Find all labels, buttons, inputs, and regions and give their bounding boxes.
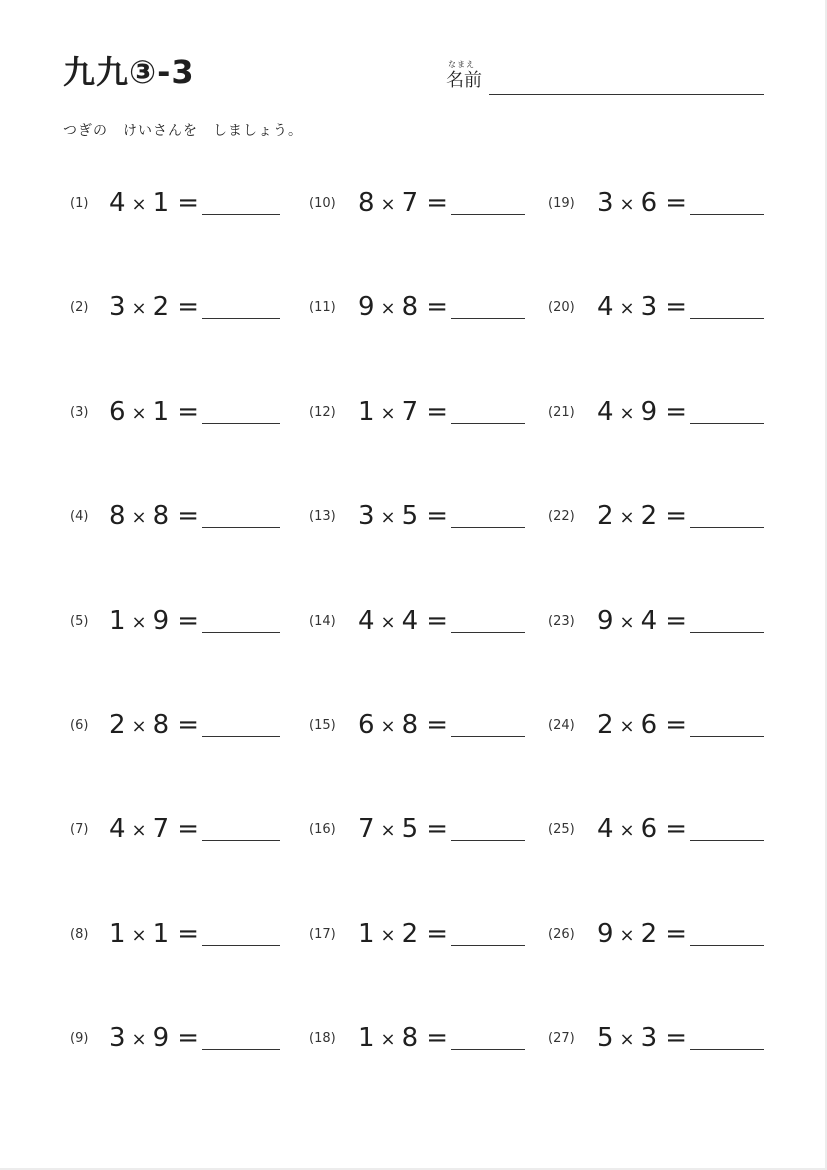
- problem-item: [548, 915, 764, 955]
- problem-number: (5): [70, 614, 89, 629]
- operand-a: 9: [597, 606, 614, 636]
- operand-b: 4: [640, 606, 658, 636]
- answer-blank[interactable]: [202, 423, 280, 424]
- operand-b: 1: [152, 919, 170, 949]
- problem-number: (15): [309, 718, 336, 733]
- operand-a: 1: [109, 606, 126, 636]
- equation: [597, 606, 687, 639]
- operand-a: 3: [109, 1023, 126, 1053]
- problem-item: [70, 1019, 280, 1059]
- problem-item: [309, 915, 525, 955]
- answer-blank[interactable]: [451, 214, 525, 215]
- problem-number: (7): [70, 822, 89, 837]
- equals-sign: =: [426, 1023, 448, 1053]
- problem-number: (20): [548, 300, 575, 315]
- operand-b: 9: [152, 1023, 170, 1053]
- answer-blank[interactable]: [202, 527, 280, 528]
- operand-b: 9: [152, 606, 170, 636]
- operand-b: 2: [401, 919, 419, 949]
- problem-item: [548, 288, 764, 328]
- problem-number: (24): [548, 718, 575, 733]
- equals-sign: =: [177, 397, 199, 427]
- equation: [597, 710, 687, 743]
- problem-item: [309, 602, 525, 642]
- operand-b: 2: [152, 292, 170, 322]
- problem-item: [309, 706, 525, 746]
- times-sign: ×: [131, 612, 147, 633]
- operand-a: 7: [358, 814, 375, 844]
- times-sign: ×: [619, 194, 635, 215]
- times-sign: ×: [619, 925, 635, 946]
- answer-blank[interactable]: [451, 840, 525, 841]
- problem-number: (14): [309, 614, 336, 629]
- answer-blank[interactable]: [690, 318, 764, 319]
- equation: [109, 397, 199, 430]
- equation: [597, 501, 687, 534]
- answer-blank[interactable]: [451, 1049, 525, 1050]
- operand-b: 5: [401, 814, 419, 844]
- operand-b: 2: [640, 501, 658, 531]
- answer-blank[interactable]: [690, 632, 764, 633]
- operand-b: 8: [152, 710, 170, 740]
- times-sign: ×: [619, 298, 635, 319]
- operand-a: 2: [109, 710, 126, 740]
- problem-number: (4): [70, 509, 89, 524]
- operand-b: 7: [401, 397, 419, 427]
- equals-sign: =: [426, 814, 448, 844]
- equation: [358, 397, 448, 430]
- times-sign: ×: [131, 716, 147, 737]
- equals-sign: =: [665, 292, 687, 322]
- operand-a: 3: [597, 188, 614, 218]
- equals-sign: =: [665, 397, 687, 427]
- answer-blank[interactable]: [451, 736, 525, 737]
- times-sign: ×: [380, 612, 396, 633]
- equation: [109, 710, 199, 743]
- problem-item: [70, 915, 280, 955]
- name-ruby: なまえ: [448, 60, 475, 69]
- problem-item: [70, 497, 280, 537]
- instruction-text: つぎの けいさんを しましょう。: [63, 123, 303, 139]
- times-sign: ×: [131, 925, 147, 946]
- operand-b: 5: [401, 501, 419, 531]
- equals-sign: =: [426, 397, 448, 427]
- equals-sign: =: [426, 919, 448, 949]
- problem-item: [70, 706, 280, 746]
- answer-blank[interactable]: [690, 423, 764, 424]
- answer-blank[interactable]: [690, 840, 764, 841]
- equals-sign: =: [177, 292, 199, 322]
- operand-a: 2: [597, 501, 614, 531]
- operand-a: 1: [358, 1023, 375, 1053]
- equals-sign: =: [426, 292, 448, 322]
- answer-blank[interactable]: [690, 527, 764, 528]
- problem-item: [309, 810, 525, 850]
- equals-sign: =: [665, 606, 687, 636]
- times-sign: ×: [380, 716, 396, 737]
- problem-item: [70, 288, 280, 328]
- problem-number: (21): [548, 405, 575, 420]
- times-sign: ×: [131, 403, 147, 424]
- operand-a: 4: [597, 814, 614, 844]
- operand-a: 8: [109, 501, 126, 531]
- times-sign: ×: [619, 716, 635, 737]
- operand-a: 1: [109, 919, 126, 949]
- equation: [109, 606, 199, 639]
- operand-a: 4: [109, 814, 126, 844]
- operand-a: 8: [358, 188, 375, 218]
- problem-number: (13): [309, 509, 336, 524]
- times-sign: ×: [619, 403, 635, 424]
- equals-sign: =: [177, 710, 199, 740]
- operand-a: 1: [358, 397, 375, 427]
- problem-item: [309, 393, 525, 433]
- answer-blank[interactable]: [451, 423, 525, 424]
- times-sign: ×: [131, 507, 147, 528]
- problem-number: (1): [70, 196, 89, 211]
- equation: [109, 188, 199, 221]
- problem-item: [548, 1019, 764, 1059]
- operand-b: 3: [640, 292, 658, 322]
- problem-item: [548, 497, 764, 537]
- problem-number: (2): [70, 300, 89, 315]
- answer-blank[interactable]: [202, 318, 280, 319]
- problem-number: (12): [309, 405, 336, 420]
- answer-blank[interactable]: [202, 945, 280, 946]
- operand-a: 6: [358, 710, 375, 740]
- equals-sign: =: [426, 606, 448, 636]
- equals-sign: =: [426, 501, 448, 531]
- equation: [358, 606, 448, 639]
- answer-blank[interactable]: [690, 736, 764, 737]
- operand-b: 6: [640, 710, 658, 740]
- problem-number: (27): [548, 1031, 575, 1046]
- name-write-line[interactable]: [489, 94, 764, 95]
- equals-sign: =: [177, 1023, 199, 1053]
- times-sign: ×: [380, 403, 396, 424]
- operand-b: 4: [401, 606, 419, 636]
- operand-b: 1: [152, 397, 170, 427]
- equation: [358, 710, 448, 743]
- problem-number: (23): [548, 614, 575, 629]
- answer-blank[interactable]: [202, 840, 280, 841]
- equation: [597, 814, 687, 847]
- operand-a: 4: [597, 397, 614, 427]
- problem-number: (16): [309, 822, 336, 837]
- equation: [109, 292, 199, 325]
- operand-b: 1: [152, 188, 170, 218]
- equation: [109, 501, 199, 534]
- equals-sign: =: [665, 188, 687, 218]
- problem-item: [548, 602, 764, 642]
- times-sign: ×: [131, 298, 147, 319]
- name-field: [446, 60, 766, 100]
- operand-a: 4: [358, 606, 375, 636]
- times-sign: ×: [380, 194, 396, 215]
- equation: [597, 919, 687, 952]
- answer-blank[interactable]: [202, 632, 280, 633]
- problem-number: (10): [309, 196, 336, 211]
- times-sign: ×: [131, 820, 147, 841]
- equals-sign: =: [177, 919, 199, 949]
- equals-sign: =: [665, 710, 687, 740]
- problem-item: [548, 184, 764, 224]
- problem-item: [548, 393, 764, 433]
- equals-sign: =: [177, 501, 199, 531]
- operand-a: 4: [597, 292, 614, 322]
- operand-b: 2: [640, 919, 658, 949]
- times-sign: ×: [619, 820, 635, 841]
- equation: [597, 292, 687, 325]
- problem-number: (11): [309, 300, 336, 315]
- operand-b: 6: [640, 188, 658, 218]
- operand-a: 3: [358, 501, 375, 531]
- answer-blank[interactable]: [690, 1049, 764, 1050]
- equals-sign: =: [177, 188, 199, 218]
- problem-item: [70, 393, 280, 433]
- answer-blank[interactable]: [202, 736, 280, 737]
- equals-sign: =: [665, 501, 687, 531]
- answer-blank[interactable]: [451, 632, 525, 633]
- problem-item: [70, 810, 280, 850]
- times-sign: ×: [380, 298, 396, 319]
- equals-sign: =: [665, 814, 687, 844]
- problem-number: (17): [309, 927, 336, 942]
- operand-a: 3: [109, 292, 126, 322]
- equation: [358, 292, 448, 325]
- times-sign: ×: [380, 925, 396, 946]
- operand-a: 5: [597, 1023, 614, 1053]
- problem-item: [309, 497, 525, 537]
- problem-number: (3): [70, 405, 89, 420]
- problem-item: [548, 706, 764, 746]
- answer-blank[interactable]: [690, 945, 764, 946]
- problem-number: (25): [548, 822, 575, 837]
- equals-sign: =: [426, 710, 448, 740]
- equation: [109, 919, 199, 952]
- operand-b: 8: [401, 292, 419, 322]
- equation: [597, 1023, 687, 1056]
- problem-number: (8): [70, 927, 89, 942]
- problem-number: (19): [548, 196, 575, 211]
- equals-sign: =: [665, 1023, 687, 1053]
- equation: [358, 188, 448, 221]
- answer-blank[interactable]: [202, 1049, 280, 1050]
- equation: [597, 188, 687, 221]
- answer-blank[interactable]: [451, 318, 525, 319]
- problem-item: [548, 810, 764, 850]
- operand-b: 6: [640, 814, 658, 844]
- equation: [358, 814, 448, 847]
- times-sign: ×: [380, 507, 396, 528]
- problem-number: (9): [70, 1031, 89, 1046]
- problem-number: (6): [70, 718, 89, 733]
- problem-number: (26): [548, 927, 575, 942]
- operand-b: 9: [640, 397, 658, 427]
- equation: [358, 919, 448, 952]
- equation: [597, 397, 687, 430]
- equation: [358, 1023, 448, 1056]
- equation: [109, 1023, 199, 1056]
- times-sign: ×: [131, 194, 147, 215]
- times-sign: ×: [131, 1029, 147, 1050]
- answer-blank[interactable]: [451, 945, 525, 946]
- times-sign: ×: [619, 1029, 635, 1050]
- equals-sign: =: [665, 919, 687, 949]
- problem-item: [309, 184, 525, 224]
- operand-a: 2: [597, 710, 614, 740]
- equals-sign: =: [426, 188, 448, 218]
- problem-number: (22): [548, 509, 575, 524]
- operand-b: 7: [152, 814, 170, 844]
- operand-a: 9: [358, 292, 375, 322]
- answer-blank[interactable]: [690, 214, 764, 215]
- problem-number: (18): [309, 1031, 336, 1046]
- operand-b: 3: [640, 1023, 658, 1053]
- name-label: 名前: [446, 70, 482, 91]
- equation: [358, 501, 448, 534]
- operand-a: 4: [109, 188, 126, 218]
- equals-sign: =: [177, 814, 199, 844]
- operand-a: 6: [109, 397, 126, 427]
- times-sign: ×: [619, 612, 635, 633]
- operand-b: 8: [152, 501, 170, 531]
- operand-b: 8: [401, 1023, 419, 1053]
- problem-item: [70, 184, 280, 224]
- problem-item: [309, 288, 525, 328]
- operand-b: 8: [401, 710, 419, 740]
- equals-sign: =: [177, 606, 199, 636]
- times-sign: ×: [380, 820, 396, 841]
- operand-a: 9: [597, 919, 614, 949]
- answer-blank[interactable]: [451, 527, 525, 528]
- problem-item: [309, 1019, 525, 1059]
- page-title: 九九③-3: [63, 53, 195, 91]
- problem-item: [70, 602, 280, 642]
- operand-a: 1: [358, 919, 375, 949]
- times-sign: ×: [619, 507, 635, 528]
- equation: [109, 814, 199, 847]
- times-sign: ×: [380, 1029, 396, 1050]
- answer-blank[interactable]: [202, 214, 280, 215]
- operand-b: 7: [401, 188, 419, 218]
